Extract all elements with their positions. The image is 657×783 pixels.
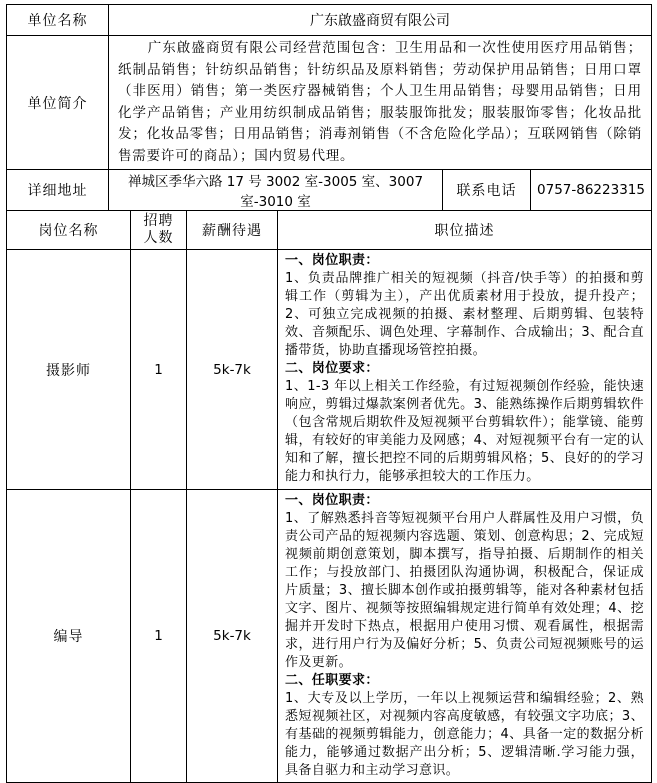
header-headcount-text: 招聘人数 [143, 213, 174, 246]
phone-value: 0757-86223315 [531, 170, 652, 211]
header-salary: 薪酬待遇 [187, 211, 278, 250]
description-section-text: 1、负责品牌推广相关的短视频（抖音/快手等）的拍摄和剪辑工作（剪辑为主），产出优质素材用于投放，提升投产；2、可独立完成视频的拍摄、素材整理、后期剪辑、包装特效、音频配乐、调色处理、字幕制作、合成输出；3、配合直播带货，协助直播现场管控拍摄。 [285, 271, 644, 358]
address-label: 详细地址 [7, 170, 109, 211]
description-section-text: 1、1-3 年以上相关工作经验，有过短视频创作经验，能快速响应，剪辑过爆款案例者优先。3、能熟练操作后期剪辑软件（包含常规后期软件及短视频平台剪辑软件）；能掌镜、能剪辑，有较好的审美能力及网感；4、对短视频平台有一定的认知和了解，擅长把控不同的后期剪辑风格；5、良好的的学习能力和执行力，能够承担较大的工作压力。 [285, 379, 644, 484]
job-headcount-cell: 1 [131, 250, 187, 490]
description-section-heading: 二、任职要求： [285, 673, 379, 688]
jobs-header-row [7, 211, 652, 250]
job-salary-cell: 5k-7k [187, 250, 278, 490]
job-salary-cell: 5k-7k [187, 490, 278, 783]
company-intro-text: 广东啟盛商贸有限公司经营范围包含：卫生用品和一次性使用医疗用品销售；纸制品销售；针纺织品销售；针纺织品及原料销售；劳动保护用品销售；日用口罩（非医用）销售；第一类医疗器械销售；个人卫生用品销售；母婴用品销售；日用化学产品销售；产业用纺织制成品销售；服装服饰批发；服装服饰零售；化妆品批发；化妆品零售；日用品销售；消毒剂销售（不含危险化学品）；互联网销售（除销售需要许可的商品）；国内贸易代理。 [118, 40, 642, 164]
job-description-cell [278, 490, 652, 783]
company-name-label: 单位名称 [7, 5, 109, 36]
company-name-value: 广东啟盛商贸有限公司 [109, 5, 652, 36]
company-intro-label: 单位简介 [7, 36, 109, 170]
job-row [7, 490, 652, 783]
header-position: 岗位名称 [7, 211, 131, 250]
header-headcount [131, 211, 187, 250]
header-description: 职位描述 [278, 211, 652, 250]
job-row [7, 250, 652, 490]
job-position-cell: 编导 [7, 490, 131, 783]
description-section-text: 1、大专及以上学历，一年以上视频运营和编辑经验；2、熟悉短视频社区，对视频内容高度敏感，有较强文字功底；3、有基础的视频剪辑能力，创意能力；4、具备一定的数据分析能力，能够通过数据产出分析；5、逻辑清晰.学习能力强，具备自驱力和主动学习意识。 [285, 691, 644, 778]
jobs-rows [7, 250, 652, 783]
company-info-table [6, 4, 652, 211]
description-section-heading: 一、岗位职责： [285, 253, 379, 268]
address-value: 禅城区季华六路 17 号 3002 室-3005 室、3007 室-3010 室 [109, 170, 443, 211]
phone-label: 联系电话 [443, 170, 531, 211]
company-intro-cell [109, 36, 652, 170]
job-posting-document [6, 4, 651, 783]
job-headcount-cell: 1 [131, 490, 187, 783]
company-intro-row [7, 36, 652, 170]
company-address-row [7, 170, 652, 211]
company-name-row [7, 5, 652, 36]
job-position-cell: 摄影师 [7, 250, 131, 490]
description-section-text: 1、了解熟悉抖音等短视频平台用户人群属性及用户习惯，负责公司产品的短视频内容选题、策划、创意构思；2、完成短视频前期创意策划，脚本撰写，指导拍摄、后期制作的相关工作；与投放部门、拍摄团队沟通协调，积极配合，保证成片质量；3、擅长脚本创作或拍摄剪辑等，能对各种素材包括文字、图片、视频等按照编辑规定进行简单有效处理；4、挖掘并开发时下热点，根据用户使用习惯、观看属性，根据需求，进行用户行为及偏好分析；5、负责公司短视频账号的运作及更新。 [285, 511, 644, 670]
description-section-heading: 二、岗位要求： [285, 361, 379, 376]
description-section-heading: 一、岗位职责： [285, 493, 379, 508]
jobs-table [6, 210, 652, 783]
job-description-cell [278, 250, 652, 490]
